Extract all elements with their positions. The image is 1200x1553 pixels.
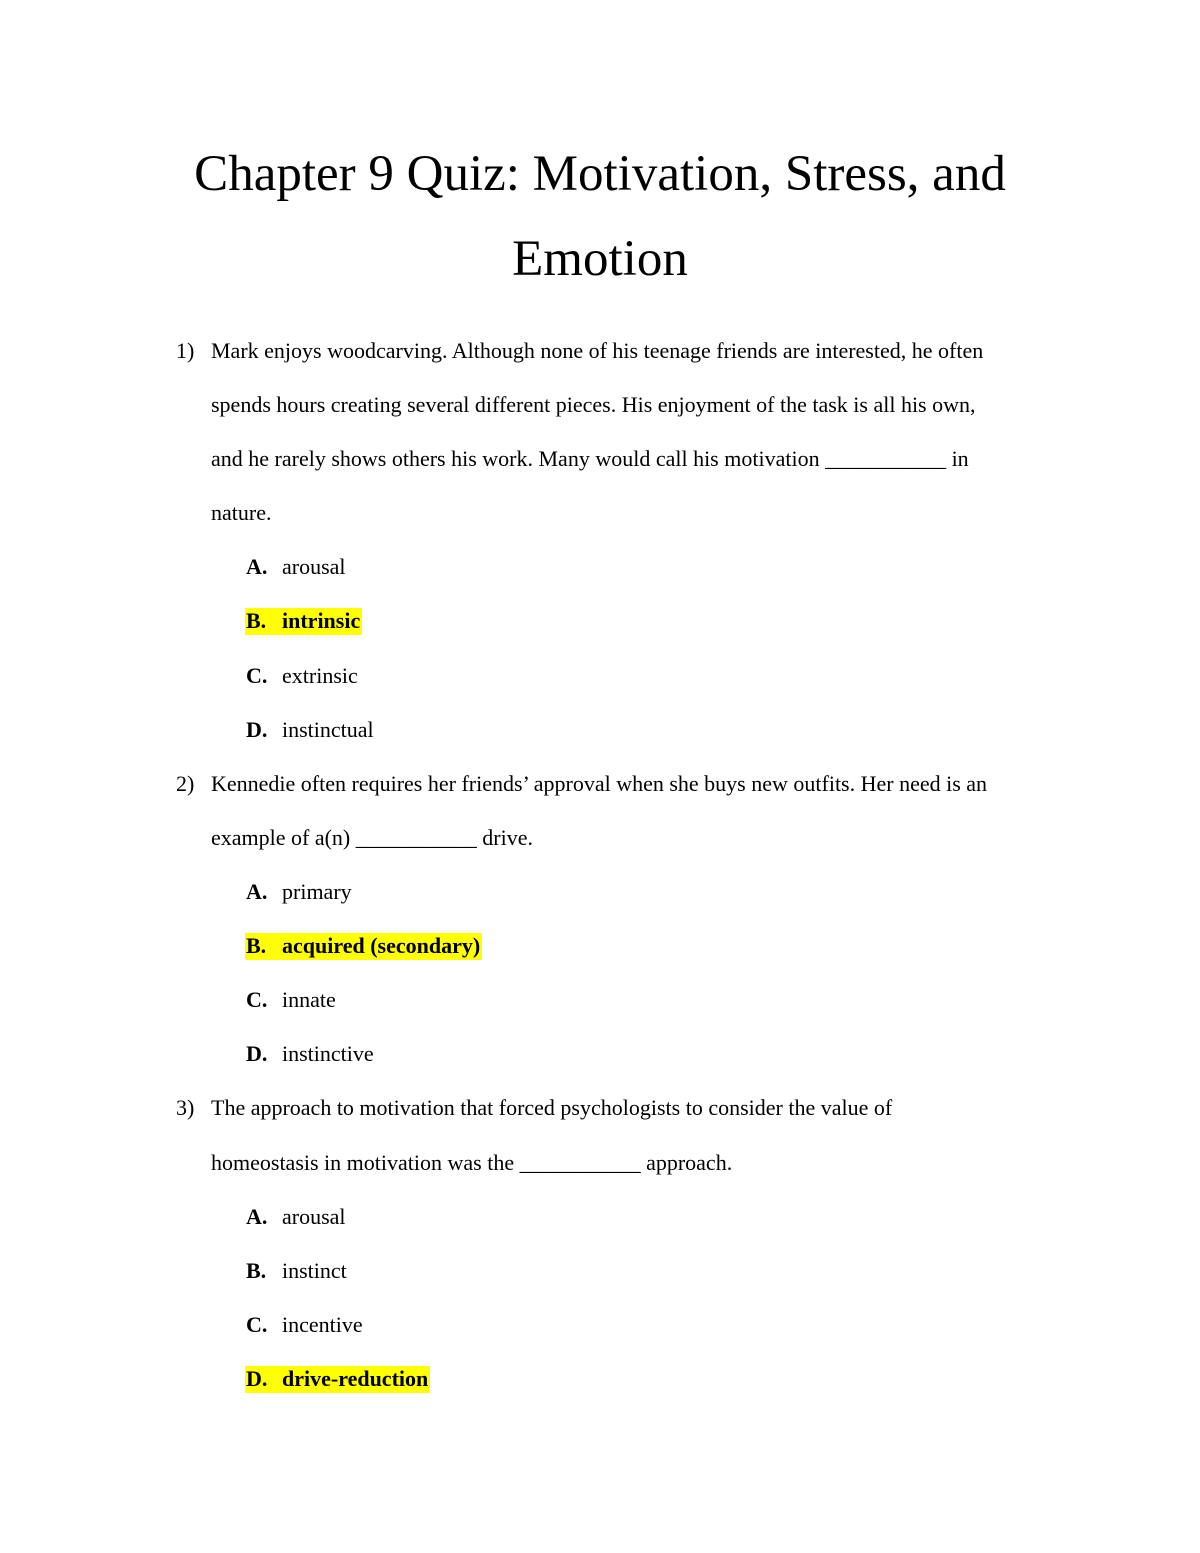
option-letter: A. — [246, 879, 268, 904]
answer-option-c — [246, 665, 358, 687]
answer-option-d — [246, 719, 374, 741]
option-text: drive-reduction — [282, 1366, 429, 1391]
option-letter: D. — [246, 1366, 268, 1391]
option-letter: A. — [246, 554, 268, 579]
option-text: instinct — [282, 1258, 347, 1283]
option-text: instinctive — [282, 1041, 374, 1066]
question-text-line: spends hours creating several different pieces. His enjoyment of the task is all his own, — [211, 392, 976, 417]
question-text-line: example of a(n) ___________ drive. — [211, 825, 533, 850]
question-text-line: Mark enjoys woodcarving. Although none of his teenage friends are interested, he often — [211, 338, 984, 363]
question-number: 1) — [176, 338, 195, 363]
page-title-line-1: Chapter 9 Quiz: Motivation, Stress, and — [194, 146, 1006, 202]
option-letter: D. — [246, 717, 268, 742]
answer-option-a — [246, 1206, 346, 1228]
answer-option-a — [246, 556, 346, 578]
option-letter: D. — [246, 1041, 268, 1066]
answer-option-d-correct — [245, 1366, 430, 1393]
answer-option-c — [246, 989, 336, 1011]
option-text: extrinsic — [282, 663, 358, 688]
answer-option-d — [246, 1043, 374, 1065]
option-text: instinctual — [282, 717, 374, 742]
option-text: innate — [282, 987, 336, 1012]
answer-option-a — [246, 881, 352, 903]
option-letter: B. — [246, 608, 267, 633]
option-letter: B. — [246, 933, 267, 958]
question-text-line: nature. — [211, 500, 272, 525]
question-text-line: Kennedie often requires her friends’ approval when she buys new outfits. Her need is an — [211, 771, 988, 796]
answer-option-b-correct — [245, 608, 362, 635]
page-title-line-2: Emotion — [512, 231, 688, 287]
question-number: 2) — [176, 771, 195, 796]
option-text: arousal — [282, 554, 346, 579]
question-text-line: homeostasis in motivation was the ___________ approach. — [211, 1150, 733, 1175]
option-letter: C. — [246, 1312, 268, 1337]
answer-option-c — [246, 1314, 363, 1336]
question-number: 3) — [176, 1095, 195, 1120]
option-letter: A. — [246, 1204, 268, 1229]
option-text: incentive — [282, 1312, 363, 1337]
option-letter: B. — [246, 1258, 267, 1283]
option-letter: C. — [246, 663, 268, 688]
option-text: primary — [282, 879, 352, 904]
answer-option-b-correct — [245, 933, 482, 960]
option-text: arousal — [282, 1204, 346, 1229]
answer-option-b — [246, 1260, 347, 1282]
option-text: intrinsic — [282, 608, 361, 633]
question-text-line: The approach to motivation that forced psychologists to consider the value of — [211, 1095, 893, 1120]
option-text: acquired (secondary) — [282, 933, 481, 958]
question-text-line: and he rarely shows others his work. Many would call his motivation ___________ in — [211, 446, 969, 471]
option-letter: C. — [246, 987, 268, 1012]
